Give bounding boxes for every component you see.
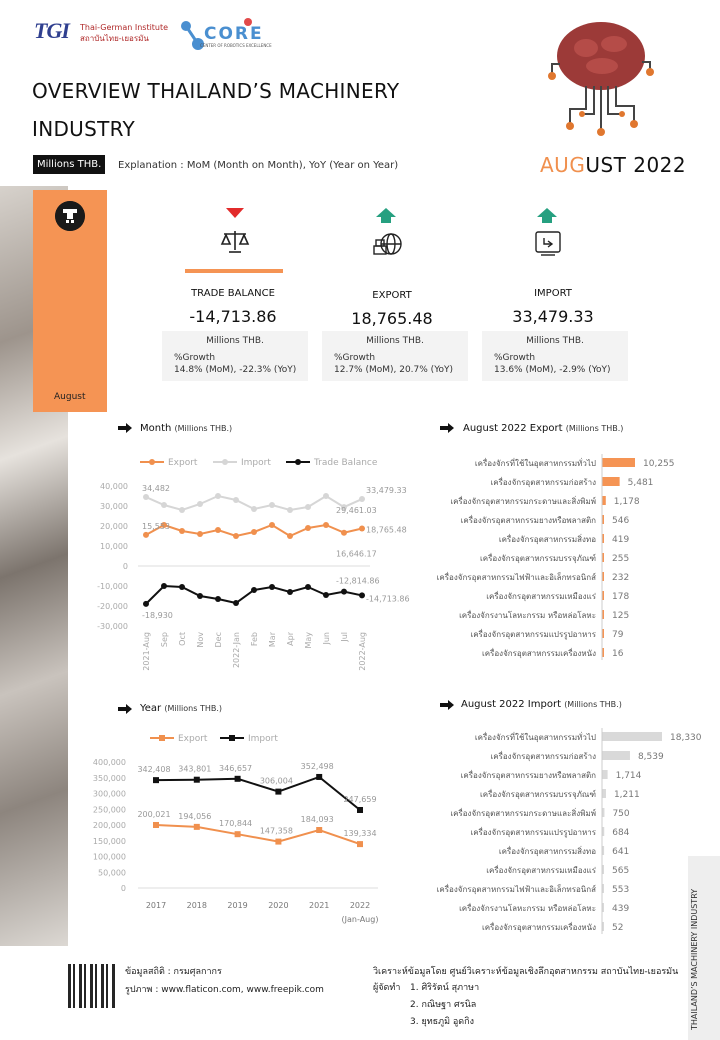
- data-point: [233, 497, 239, 503]
- data-point: [287, 589, 293, 595]
- data-label: 346,657: [219, 763, 253, 773]
- month-line-chart: [84, 446, 414, 676]
- x-tick-label: May: [304, 632, 313, 649]
- bar: [602, 751, 630, 760]
- x-tick-label: 2022-Jan: [232, 632, 241, 669]
- x-axis-note: (Jan-Aug): [341, 915, 379, 924]
- data-label: 147,358: [259, 826, 293, 836]
- data-point: [197, 501, 203, 507]
- data-point: [153, 777, 159, 783]
- x-tick-label: 2018: [186, 901, 207, 910]
- arrow-up-stem: [381, 217, 391, 223]
- data-point: [153, 822, 159, 828]
- data-point: [251, 587, 257, 593]
- bar: [602, 458, 635, 467]
- data-point: [233, 600, 239, 606]
- data-label: 18,765.48: [366, 525, 407, 535]
- y-tick-label: 0: [122, 562, 128, 571]
- series-line-export: [156, 825, 360, 844]
- bar-category-label: เครื่องจักรอุตสาหกรรมเครื่องหนัง: [481, 649, 596, 658]
- data-label: 247,659: [343, 794, 377, 804]
- export-bar-chart: [410, 452, 715, 667]
- data-point: [197, 531, 203, 537]
- data-point: [269, 584, 275, 590]
- footer-analysis: วิเคราะห์ข้อมูลโดย ศูนย์วิเคราะห์ข้อมูลเชิงลึกอุตสาหกรรม สถาบันไทย-เยอรมัน: [373, 967, 679, 977]
- data-label: 342,408: [137, 765, 171, 775]
- data-point: [269, 522, 275, 528]
- x-tick-label: Feb: [250, 632, 259, 647]
- data-point: [275, 789, 281, 795]
- arrow-right-icon: [440, 700, 454, 710]
- y-tick-label: 150,000: [92, 836, 126, 846]
- y-tick-label: 100,000: [92, 852, 126, 862]
- x-tick-label: Dec: [214, 632, 223, 648]
- bar-value-label: 553: [612, 885, 630, 895]
- data-point: [235, 776, 241, 782]
- data-point: [323, 493, 329, 499]
- y-tick-label: 20,000: [100, 522, 128, 531]
- y-tick-label: 50,000: [98, 868, 126, 878]
- bar-category-label: เครื่องจักรอุตสาหกรรมไฟฟ้าและอิเล็กทรอนิกส์: [436, 885, 596, 894]
- data-point: [287, 507, 293, 513]
- bar-value-label: 684: [612, 828, 630, 838]
- machine-icon: [55, 201, 85, 231]
- balance-scale-icon: [220, 228, 250, 256]
- data-label: 200,021: [137, 809, 171, 819]
- data-point: [215, 527, 221, 533]
- data-point: [359, 592, 365, 598]
- explanation-text: Explanation : MoM (Month on Month), YoY (Year on Year): [118, 160, 399, 171]
- legend-label: Trade Balance: [314, 458, 378, 468]
- data-point: [161, 502, 167, 508]
- bar-category-label: เครื่องจักรอุตสาหกรรมเครื่องหนัง: [481, 923, 596, 932]
- arrow-up-stem: [542, 217, 552, 223]
- data-point: [233, 533, 239, 539]
- bar-category-label: เครื่องจักรอุตสาหกรรมเหมืองแร่: [486, 866, 596, 875]
- data-label: 306,004: [259, 776, 293, 786]
- data-point: [323, 592, 329, 598]
- bar-value-label: 52: [612, 923, 624, 933]
- year-line-chart: [84, 726, 404, 936]
- import-box-icon: [533, 228, 563, 258]
- core-logo-subtext: CENTER OF ROBOTICS EXCELLENCE: [200, 43, 272, 48]
- data-point: [179, 507, 185, 513]
- bar-value-label: 565: [612, 866, 630, 876]
- data-point: [143, 532, 149, 538]
- import-bar-chart: [410, 726, 715, 936]
- data-point: [179, 528, 185, 534]
- kpi-trade-balance: TRADE BALANCE -14,713.86: [189, 288, 277, 326]
- data-point: [197, 593, 203, 599]
- side-month-label: August: [54, 392, 86, 402]
- bar-value-label: 419: [612, 535, 630, 545]
- qr-code[interactable]: [68, 964, 116, 1008]
- growth-box-export: Millions THB. %Growth 12.7% (MoM), 20.7% (YoY): [322, 331, 468, 381]
- data-label: 16,646.17: [336, 549, 377, 559]
- bar: [602, 477, 620, 486]
- data-label: 29,461.03: [336, 506, 377, 516]
- bar-category-label: เครื่องจักรอุตสาหกรรมยางหรือพลาสติก: [460, 516, 596, 525]
- bar-category-label: เครื่องจักรอุตสาหกรรมก่อสร้าง: [490, 752, 596, 761]
- data-label: 15,553: [142, 521, 170, 531]
- data-point: [215, 493, 221, 499]
- brain-circuit-icon: [546, 14, 656, 136]
- bar-category-label: เครื่องจักรที่ใช้ในอุตสาหกรรมทั่วไป: [474, 459, 596, 468]
- y-tick-label: 400,000: [92, 758, 126, 767]
- section-title-month: Month (Millions THB.): [140, 423, 233, 434]
- bar-category-label: เครื่องจักรอุตสาหกรรมไฟฟ้าและอิเล็กทรอนิกส์: [436, 573, 596, 582]
- y-tick-label: 350,000: [92, 773, 126, 783]
- data-label: 343,801: [178, 764, 212, 774]
- x-tick-label: 2021-Aug: [142, 632, 151, 671]
- bar-value-label: 255: [612, 554, 630, 564]
- x-tick-label: 2021: [309, 901, 330, 910]
- data-point: [269, 502, 275, 508]
- data-point: [341, 589, 347, 595]
- bar-category-label: เครื่องจักรอุตสาหกรรมกระดาษและสิ่งพิมพ์: [450, 809, 596, 818]
- data-point: [275, 839, 281, 845]
- data-point: [251, 506, 257, 512]
- data-label: 194,056: [178, 811, 212, 821]
- data-label: -18,930: [142, 610, 173, 620]
- data-label: -12,814.86: [336, 576, 380, 586]
- bar: [602, 496, 606, 505]
- data-point: [359, 525, 365, 531]
- data-label: 184,093: [300, 815, 334, 825]
- bar-value-label: 79: [612, 630, 624, 640]
- bar-value-label: 439: [612, 904, 630, 914]
- tgi-logo: TGI: [34, 18, 69, 43]
- x-tick-label: Nov: [196, 632, 205, 648]
- bar-category-label: เครื่องจักรอุตสาหกรรมแปรรูปอาหาร: [470, 630, 596, 639]
- data-label: 34,482: [142, 484, 170, 494]
- series-line-import: [156, 777, 360, 810]
- section-title-import: August 2022 Import (Millions THB.): [461, 699, 622, 710]
- data-point: [194, 824, 200, 830]
- x-tick-label: 2020: [268, 901, 289, 910]
- y-tick-label: 0: [120, 884, 126, 893]
- data-point: [251, 529, 257, 535]
- data-label: -14,713.86: [366, 594, 410, 604]
- report-month: AUGUST 2022: [540, 153, 687, 177]
- arrow-right-icon: [440, 423, 454, 433]
- bar-value-label: 10,255: [643, 459, 675, 469]
- data-point: [323, 522, 329, 528]
- legend-marker: [149, 459, 155, 465]
- legend-label: Import: [248, 734, 278, 744]
- data-point: [357, 807, 363, 813]
- page-title: OVERVIEW THAILAND’S MACHINERY INDUSTRY: [32, 79, 400, 141]
- data-point: [215, 596, 221, 602]
- legend-marker: [229, 735, 235, 741]
- y-tick-label: 200,000: [92, 821, 126, 830]
- data-point: [359, 496, 365, 502]
- bar-category-label: เครื่องจักรงานโลหะกรรม หรือหล่อโลหะ: [459, 904, 596, 913]
- footer-authors-label: ผู้จัดทำ: [373, 983, 401, 993]
- data-point: [235, 831, 241, 837]
- bar-category-label: เครื่องจักรอุตสาหกรรมก่อสร้าง: [490, 478, 596, 487]
- data-point: [143, 601, 149, 607]
- data-point: [316, 827, 322, 833]
- data-label: 139,334: [343, 829, 377, 839]
- kpi-export: EXPORT 18,765.48: [351, 290, 433, 328]
- bar-value-label: 16: [612, 649, 624, 659]
- growth-box-import: Millions THB. %Growth 13.6% (MoM), -2.9% (YoY): [482, 331, 628, 381]
- data-point: [341, 530, 347, 536]
- arrow-up-icon: [376, 208, 396, 217]
- bar-category-label: เครื่องจักรงานโลหะกรรม หรือหล่อโลหะ: [459, 611, 596, 620]
- y-tick-label: 40,000: [100, 482, 128, 491]
- y-tick-label: 250,000: [92, 805, 126, 815]
- arrow-right-icon: [118, 704, 132, 714]
- y-tick-label: 30,000: [100, 502, 128, 511]
- x-tick-label: Sep: [160, 632, 169, 648]
- x-tick-label: Apr: [286, 632, 295, 646]
- tgi-logo-text: Thai-German Institute สถาบันไทย-เยอรมัน: [80, 23, 169, 43]
- bar-category-label: เครื่องจักรอุตสาหกรรมแปรรูปอาหาร: [470, 828, 596, 837]
- x-tick-label: Jun: [322, 632, 331, 645]
- arrow-up-icon: [537, 208, 557, 217]
- data-label: 352,498: [300, 761, 334, 771]
- unit-badge: Millions THB.: [33, 155, 105, 174]
- footer-author: 3. ยุทธภูมิ อูดกิง: [410, 1017, 474, 1027]
- x-tick-label: 2019: [227, 901, 248, 910]
- data-point: [316, 774, 322, 780]
- x-tick-label: Mar: [268, 632, 277, 648]
- arrow-right-icon: [118, 423, 132, 433]
- data-point: [194, 777, 200, 783]
- sidebar-title: THAILAND’S MACHINERY INDUSTRY: [690, 888, 699, 1030]
- core-logo-text: CORE: [204, 24, 264, 44]
- bar-value-label: 1,714: [615, 771, 642, 781]
- export-globe-icon: [372, 228, 404, 258]
- data-point: [357, 841, 363, 847]
- legend-label: Export: [178, 734, 208, 744]
- y-tick-label: -10,000: [97, 582, 128, 591]
- data-point: [179, 584, 185, 590]
- bar-value-label: 5,481: [627, 478, 654, 488]
- footer-author: 2. กณิษฐา ศรนิล: [410, 1000, 477, 1010]
- section-title-export: August 2022 Export (Millions THB.): [463, 423, 624, 434]
- data-point: [287, 533, 293, 539]
- bar-category-label: เครื่องจักรอุตสาหกรรมสิ่งทอ: [498, 847, 596, 856]
- footer-author: 1. ศิริรัตน์ สุภาษา: [410, 983, 480, 993]
- x-tick-label: Oct: [178, 632, 187, 646]
- bar-category-label: เครื่องจักรอุตสาหกรรมยางหรือพลาสติก: [460, 771, 596, 780]
- y-tick-label: 10,000: [100, 542, 128, 551]
- bar: [602, 789, 606, 798]
- footer-images: รูปภาพ : www.flaticon.com, www.freepik.com: [125, 985, 324, 995]
- data-label: 33,479.33: [366, 486, 407, 496]
- bar: [602, 732, 662, 741]
- x-tick-label: 2022-Aug: [358, 632, 367, 671]
- x-tick-label: 2017: [145, 901, 167, 910]
- bar-value-label: 18,330: [670, 733, 702, 743]
- bar-value-label: 232: [612, 573, 630, 583]
- footer-source: ข้อมูลสถิติ : กรมศุลกากร: [125, 967, 222, 977]
- y-tick-label: -30,000: [97, 622, 128, 631]
- legend-label: Export: [168, 458, 198, 468]
- bar: [602, 770, 608, 779]
- data-point: [305, 584, 311, 590]
- bar-value-label: 546: [612, 516, 630, 526]
- y-tick-label: 300,000: [92, 789, 126, 799]
- bar-value-label: 178: [612, 592, 630, 602]
- bar-category-label: เครื่องจักรอุตสาหกรรมกระดาษและสิ่งพิมพ์: [450, 497, 596, 506]
- data-point: [161, 583, 167, 589]
- y-tick-label: -20,000: [97, 602, 128, 611]
- section-title-year: Year (Millions THB.): [140, 703, 223, 714]
- growth-box-trade-balance: Millions THB. %Growth 14.8% (MoM), -22.3% (YoY): [162, 331, 308, 381]
- bar-category-label: เครื่องจักรอุตสาหกรรมสิ่งทอ: [498, 535, 596, 544]
- kpi-import: IMPORT 33,479.33: [512, 288, 594, 326]
- legend-label: Import: [241, 458, 271, 468]
- legend-marker: [222, 459, 228, 465]
- bar-category-label: เครื่องจักรอุตสาหกรรมบรรจุภัณฑ์: [480, 554, 596, 563]
- bar-category-label: เครื่องจักรอุตสาหกรรมบรรจุภัณฑ์: [480, 790, 596, 799]
- bar-value-label: 1,211: [613, 790, 640, 800]
- bar-value-label: 125: [612, 611, 630, 621]
- data-point: [143, 494, 149, 500]
- data-point: [305, 504, 311, 510]
- arrow-down-icon: [226, 208, 244, 218]
- bar-value-label: 1,178: [613, 497, 640, 507]
- bar-value-label: 8,539: [637, 752, 664, 762]
- data-label: 170,844: [219, 819, 253, 829]
- bar-value-label: 750: [612, 809, 630, 819]
- active-kpi-underline: [185, 269, 283, 273]
- x-tick-label: Jul: [340, 632, 349, 642]
- legend-marker: [295, 459, 301, 465]
- bar-value-label: 641: [612, 847, 630, 857]
- bar-category-label: เครื่องจักรอุตสาหกรรมเหมืองแร่: [486, 592, 596, 601]
- data-point: [305, 525, 311, 531]
- bar-category-label: เครื่องจักรที่ใช้ในอุตสาหกรรมทั่วไป: [474, 733, 596, 742]
- legend-marker: [159, 735, 165, 741]
- x-tick-label: 2022: [349, 901, 371, 910]
